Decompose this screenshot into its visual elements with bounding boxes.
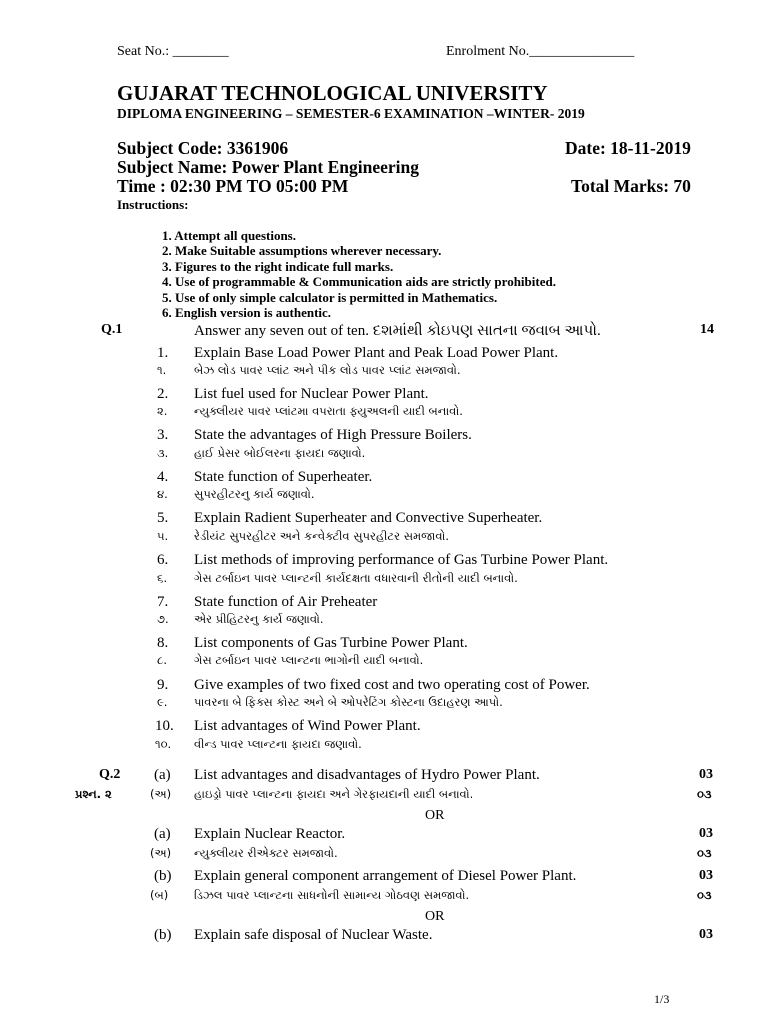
exam-line: DIPLOMA ENGINEERING – SEMESTER-6 EXAMINATION –WINTER- 2019: [117, 106, 585, 121]
item-number: 10.: [155, 718, 174, 734]
item-number: 3.: [157, 427, 169, 443]
sub-label: (a): [154, 767, 171, 783]
item-number: 9.: [157, 677, 169, 693]
item-text-gu: વીન્ડ પાવર પ્લાન્ટના ફાયદા જણાવો.: [194, 737, 362, 751]
sub-text-en: Explain general component arrangement of Diesel Power Plant.: [194, 868, 577, 884]
item-text-en: Give examples of two fixed cost and two operating cost of Power.: [194, 677, 590, 693]
item-number-gu: ૪.: [157, 487, 168, 501]
sub-marks-gu: ૦૩: [697, 888, 712, 902]
item-text-en: Explain Base Load Power Plant and Peak Load Power Plant.: [194, 345, 559, 361]
item-text-en: State the advantages of High Pressure Boilers.: [194, 427, 472, 443]
item-text-en: State function of Superheater.: [194, 469, 373, 485]
item-text-en: State function of Air Preheater: [194, 594, 378, 610]
or-separator: OR: [425, 808, 445, 823]
sub-marks: 03: [699, 868, 713, 883]
item-number-gu: ૧૦.: [155, 737, 172, 751]
instruction-item: 6. English version is authentic.: [162, 305, 332, 320]
question-label: Q.2: [99, 767, 121, 782]
instruction-item: 5. Use of only simple calculator is permitted in Mathematics.: [162, 290, 498, 305]
item-number-gu: ૫.: [157, 529, 169, 543]
item-number-gu: ૭.: [157, 612, 169, 626]
sub-text-gu: ન્યુક્લીયર રીએક્ટર સમજાવો.: [194, 846, 338, 860]
enrolment-number-field: Enrolment No._______________: [446, 44, 635, 59]
item-number-gu: ૧.: [157, 363, 167, 377]
item-text-gu: હાઈ પ્રેસર બોઈલરના ફાયદા જણાવો.: [194, 446, 366, 460]
item-text-en: List components of Gas Turbine Power Plant.: [194, 635, 468, 651]
item-text-gu: ગેસ ટર્બાઇન પાવર પ્લાન્ટની કાર્યદક્ષતા વધારવાની રીતોની યાદી બનાવો.: [194, 571, 518, 585]
question-marks: 14: [700, 322, 714, 337]
sub-label: (b): [154, 868, 172, 884]
item-number-gu: ૮.: [157, 653, 167, 667]
item-text-en: List fuel used for Nuclear Power Plant.: [194, 386, 429, 402]
item-number: 2.: [157, 386, 169, 402]
sub-text-en: Explain Nuclear Reactor.: [194, 826, 346, 842]
instruction-item: 4. Use of programmable & Communication aids are strictly prohibited.: [162, 274, 556, 289]
sub-label: (a): [154, 826, 171, 842]
item-text-gu: બેઝ લોડ પાવર પ્લાંટ અને પીક લોડ પાવર પ્લાંટ સમજાવો.: [194, 363, 461, 377]
item-number: 4.: [157, 469, 169, 485]
total-marks: Total Marks: 70: [571, 176, 691, 196]
or-separator: OR: [425, 909, 445, 924]
item-text-gu: ન્યુક્લીયર પાવર પ્લાંટમા વપરાતા ફ્યુઅલની યાદી બનાવો.: [194, 404, 463, 418]
sub-marks-gu: ૦૩: [697, 846, 712, 860]
instruction-item: 1. Attempt all questions.: [162, 228, 296, 243]
sub-text-gu: હાઇડ્રો પાવર પ્લાન્ટના ફાયદા અને ગેરફાયદાની યાદી બનાવો.: [194, 787, 474, 801]
page-number: 1/3: [654, 992, 670, 1006]
item-text-gu: રેડીયંટ સુપરહીટર અને કન્વેક્ટીવ સુપરહીટર સમજાવો.: [194, 529, 450, 543]
item-number: 1.: [157, 345, 169, 361]
question-heading: Answer any seven out of ten. દશમાંથી કોઇપણ સાતના જવાબ આપો.: [194, 323, 601, 339]
item-text-en: List methods of improving performance of Gas Turbine Power Plant.: [194, 552, 609, 568]
sub-label-gu: (અ): [150, 787, 172, 801]
subject-name: Subject Name: Power Plant Engineering: [117, 157, 420, 177]
instruction-item: 3. Figures to the right indicate full marks.: [162, 259, 394, 274]
item-text-gu: પાવરના બે ફિક્સ કોસ્ટ અને બે ઓપરેટિંગ કોસ્ટના ઉદાહરણ આપો.: [194, 695, 503, 709]
item-text-gu: સુપરહીટરનુ કાર્ય જણાવો.: [194, 487, 315, 501]
item-number-gu: ૩.: [157, 446, 169, 460]
instructions-heading: Instructions:: [117, 197, 189, 212]
sub-marks: 03: [699, 927, 713, 942]
university-title: GUJARAT TECHNOLOGICAL UNIVERSITY: [117, 81, 548, 105]
item-number-gu: ૬.: [157, 571, 168, 585]
sub-label: (b): [154, 927, 172, 943]
sub-marks: 03: [699, 767, 713, 782]
exam-time: Time : 02:30 PM TO 05:00 PM: [117, 176, 349, 196]
exam-date: Date: 18-11-2019: [565, 138, 691, 158]
sub-marks-gu: ૦૩: [697, 787, 712, 801]
subject-code: Subject Code: 3361906: [117, 138, 289, 158]
instruction-item: 2. Make Suitable assumptions wherever necessary.: [162, 243, 442, 258]
item-number: 7.: [157, 594, 169, 610]
item-text-en: List advantages of Wind Power Plant.: [194, 718, 421, 734]
seat-number-field: Seat No.: ________: [117, 44, 229, 59]
sub-text-en: List advantages and disadvantages of Hydro Power Plant.: [194, 767, 540, 783]
sub-text-gu: ડિઝલ પાવર પ્લાન્ટના સાધનોની સામાન્ય ગોઠવણ સમજાવો.: [194, 888, 470, 902]
item-number-gu: ૨.: [157, 404, 168, 418]
sub-label-gu: (બ): [150, 888, 169, 902]
sub-label-gu: (અ): [150, 846, 172, 860]
item-text-en: Explain Radient Superheater and Convective Superheater.: [194, 510, 543, 526]
item-text-gu: ગેસ ટર્બાઇન પાવર પ્લાન્ટના ભાગોની યાદી બનાવો.: [194, 653, 424, 667]
item-number: 5.: [157, 510, 169, 526]
question-label: Q.1: [101, 322, 123, 337]
sub-text-en: Explain safe disposal of Nuclear Waste.: [194, 927, 433, 943]
question-label-gu: પ્રશ્ન. ૨: [75, 787, 112, 801]
item-number-gu: ૯.: [157, 695, 168, 709]
item-text-gu: એર પ્રીહિટરનુ કાર્ય જણાવો.: [194, 612, 324, 626]
sub-marks: 03: [699, 826, 713, 841]
item-number: 6.: [157, 552, 169, 568]
item-number: 8.: [157, 635, 169, 651]
